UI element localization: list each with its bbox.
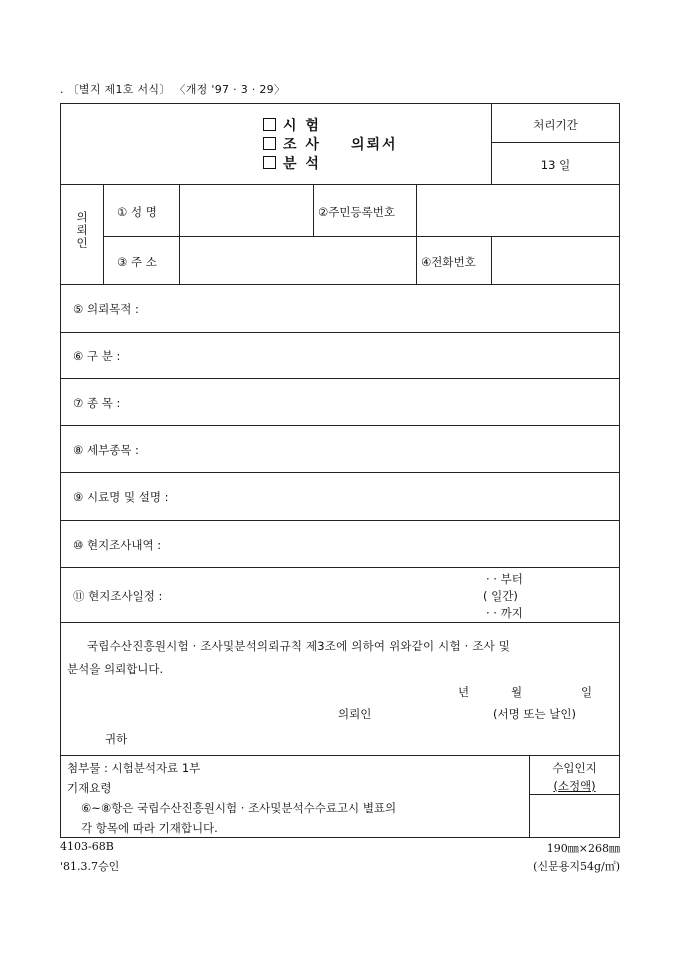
form-reference-note: . 〔별지 제1호 서식〕 〈개정 '97 · 3 · 29〉	[60, 83, 286, 96]
title-test-text: 시 험	[283, 118, 321, 134]
schedule-days: ( 일간)	[483, 589, 518, 603]
guide-line-1: ⑥~⑧항은 국립수산진흥원시험 · 조사및분석수수료고시 별표의	[81, 801, 397, 815]
checkbox-test[interactable]	[263, 118, 276, 131]
divider	[61, 520, 620, 521]
date-year: 년	[458, 685, 470, 699]
title-survey-text: 조 사	[283, 137, 321, 153]
revenue-stamp-label: 수입인지	[552, 761, 597, 775]
title-line-analysis	[263, 153, 321, 173]
guide-line-2: 각 항목에 따라 기재합니다.	[81, 821, 218, 835]
revenue-stamp-amount: (소정액)	[553, 779, 596, 793]
processing-period-value: 13 일	[540, 158, 571, 172]
schedule-label: ⑪ 현지조사일정 :	[73, 589, 163, 603]
form-code: 4103-68B	[60, 840, 114, 853]
divider	[416, 236, 417, 284]
statement-line-2: 분석을 의뢰합니다.	[67, 662, 164, 676]
checkbox-analysis[interactable]	[263, 156, 276, 169]
address-field[interactable]	[180, 237, 416, 284]
category-label: ⑥ 구 분 :	[73, 349, 121, 363]
date-day: 일	[581, 685, 593, 699]
divider	[61, 425, 620, 426]
stamp-area[interactable]	[530, 795, 620, 837]
sign-or-seal: (서명 또는 날인)	[493, 707, 576, 721]
addressee: 귀하	[105, 732, 128, 746]
phone-field[interactable]	[492, 237, 620, 284]
divider	[61, 378, 620, 379]
divider	[61, 284, 620, 285]
divider	[61, 622, 620, 623]
resident-id-field[interactable]	[417, 185, 620, 236]
attachment-note: 첨부물 : 시험분석자료 1부	[67, 761, 201, 775]
requester-side-label: 의 뢰 인	[76, 210, 88, 250]
divider	[491, 142, 620, 143]
paper-size: 190㎜×268㎜	[546, 842, 620, 855]
title-line-survey	[263, 134, 321, 154]
guide-title: 기재요령	[67, 781, 112, 795]
requester-sign-label: 의뢰인	[338, 707, 372, 721]
schedule-until: · · 까지	[486, 606, 523, 620]
paper-spec: (신문용지54g/㎡)	[533, 860, 620, 873]
schedule-from: · · 부터	[486, 572, 523, 586]
phone-label: ④전화번호	[421, 255, 476, 269]
divider	[103, 184, 104, 284]
divider	[61, 567, 620, 568]
date-month: 월	[511, 685, 523, 699]
checkbox-survey[interactable]	[263, 137, 276, 150]
divider	[61, 755, 620, 756]
divider	[61, 332, 620, 333]
sample-label: ⑨ 시료명 및 설명 :	[73, 490, 169, 504]
request-form	[60, 103, 620, 838]
item-label: ⑦ 종 목 :	[73, 396, 121, 410]
sub-item-label: ⑧ 세부종목 :	[73, 443, 139, 457]
title-analysis-text: 분 석	[283, 156, 321, 172]
address-label: ③ 주 소	[117, 255, 157, 269]
name-label: ① 성 명	[117, 205, 157, 219]
statement-line-1: 국립수산진흥원시험 · 조사및분석의뢰규칙 제3조에 의하여 위와같이 시험 · 조사 및	[87, 639, 511, 653]
title-suffix: 의뢰서	[351, 137, 398, 153]
processing-period-label: 처리기간	[533, 118, 578, 132]
divider	[61, 472, 620, 473]
title-line-test	[263, 115, 321, 135]
resident-id-label: ②주민등록번호	[318, 205, 395, 219]
site-survey-label: ⑩ 현지조사내역 :	[73, 538, 162, 552]
purpose-label: ⑤ 의뢰목적 :	[73, 302, 139, 316]
divider	[313, 184, 314, 236]
name-field[interactable]	[180, 185, 313, 236]
approval-date: '81.3.7승인	[60, 860, 120, 873]
